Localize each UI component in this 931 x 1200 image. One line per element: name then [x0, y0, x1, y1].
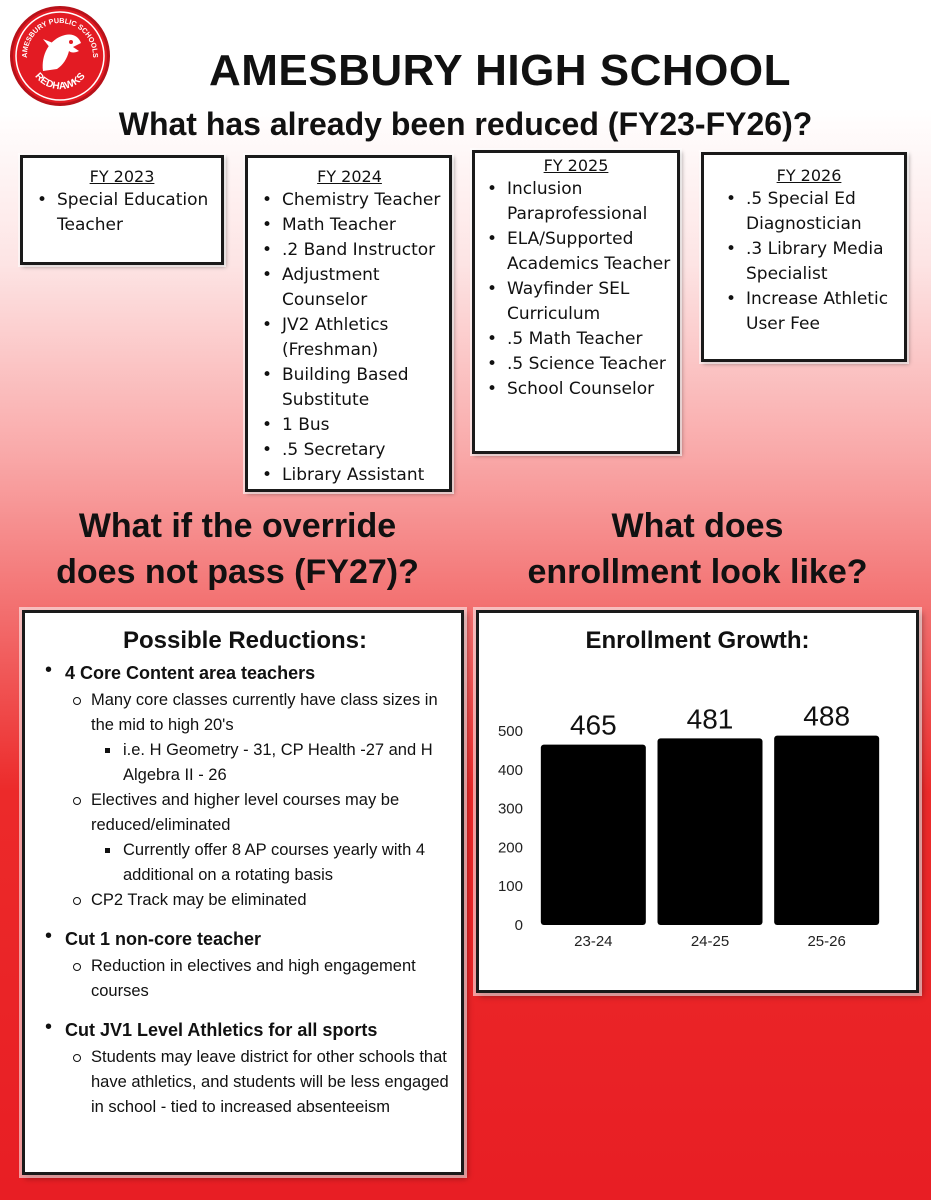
x-tick-label: 25-26 — [807, 933, 846, 950]
sub-item — [65, 788, 451, 888]
detail-item: i.e. H Geometry - 31, CP Health -27 and H Algebra II - 26 — [91, 738, 451, 788]
override-heading-line1: What if the override — [78, 507, 397, 545]
bar-value-label: 481 — [686, 703, 734, 735]
bar — [658, 738, 763, 925]
reduction-label: • Cut JV1 Level Athletics for all sports — [65, 1020, 378, 1040]
possible-reductions-panel — [22, 610, 464, 1175]
list-item: • Inclusion Paraprofessional — [479, 177, 673, 227]
x-tick-label: 23-24 — [574, 933, 613, 950]
redhawk-icon — [13, 9, 107, 103]
reduction-label: • 4 Core Content area teachers — [65, 663, 316, 683]
x-tick-label: 24-25 — [690, 933, 730, 950]
list-item: • .5 Special Ed Diagnostician — [718, 187, 900, 237]
list-item: • ELA/Supported Academics Teacher — [479, 227, 673, 277]
panel-title: Possible Reductions: — [122, 627, 368, 654]
list-item: • .5 Secretary — [254, 438, 445, 463]
sub-item-text: Reduction in electives and high engagement courses — [91, 957, 416, 1000]
y-tick-label: 100 — [497, 878, 523, 896]
reduction-item — [39, 1018, 451, 1120]
bar — [541, 745, 646, 925]
override-heading-line2: does not pass (FY27)? — [56, 553, 419, 591]
list-item: • Chemistry Teacher — [254, 188, 445, 213]
list-item: • Wayfinder SEL Curriculum — [479, 277, 673, 327]
reduction-item — [39, 927, 451, 1004]
list-item: • 1 Bus — [254, 413, 445, 438]
fy-label: FY 2026 — [776, 166, 842, 185]
list-item: • .2 Band Instructor — [254, 238, 445, 263]
fy2023-box — [20, 155, 224, 265]
y-tick-label: 200 — [497, 839, 523, 857]
fy-label: FY 2025 — [543, 156, 609, 175]
enrollment-bar-chart — [479, 613, 916, 990]
logo-top-text: AMESBURY PUBLIC SCHOOLS — [19, 15, 101, 58]
list-item: • Building Based Substitute — [254, 363, 445, 413]
y-tick-label: 0 — [514, 917, 523, 934]
fy2025-box — [472, 150, 680, 454]
fy-label: FY 2023 — [89, 167, 155, 186]
enrollment-heading-line2: enrollment look like? — [527, 553, 868, 591]
detail-item: Currently offer 8 AP courses yearly with 4 additional on a rotating basis — [91, 838, 451, 888]
list-item: • JV2 Athletics (Freshman) — [254, 313, 445, 363]
y-tick-label: 500 — [497, 723, 523, 740]
list-item: • .5 Math Teacher — [479, 327, 673, 352]
y-tick-label: 400 — [497, 761, 523, 779]
sub-item-text: CP2 Track may be eliminated — [91, 891, 307, 909]
bar-value-label: 488 — [803, 700, 851, 732]
sub-item-text: Electives and higher level courses may be reduced/eliminated — [91, 791, 400, 834]
enrollment-heading — [475, 503, 920, 595]
list-item: • Math Teacher — [254, 213, 445, 238]
list-item: • Special Education Teacher — [29, 188, 215, 238]
list-item: • .3 Library Media Specialist — [718, 237, 900, 287]
list-item: • School Counselor — [479, 377, 673, 402]
sub-item — [65, 688, 451, 788]
svg-text:REDHAWKS — [32, 71, 87, 93]
bar — [774, 736, 879, 925]
sub-item — [65, 1045, 451, 1120]
fy2026-box — [701, 152, 907, 362]
fy-label: FY 2024 — [317, 167, 382, 186]
enrollment-heading-line1: What does — [611, 507, 784, 545]
sub-item — [65, 954, 451, 1004]
list-item: • Adjustment Counselor — [254, 263, 445, 313]
list-item: • Library Assistant — [254, 463, 445, 488]
sub-item — [65, 888, 451, 913]
override-heading — [10, 503, 465, 595]
list-item: • .5 Science Teacher — [479, 352, 673, 377]
list-item: • Increase Athletic User Fee — [718, 287, 900, 337]
school-logo — [10, 6, 110, 106]
enrollment-chart-panel — [476, 610, 919, 993]
y-tick-label: 300 — [497, 800, 523, 818]
bar-value-label: 465 — [569, 709, 617, 741]
sub-item-text: Many core classes currently have class sizes in the mid to high 20's — [91, 691, 438, 734]
page-subtitle: What has already been reduced (FY23-FY26)? — [118, 106, 813, 142]
sub-item-text: Students may leave district for other schools that have athletics, and students will be less engaged in school - tied to increased absenteeism — [91, 1048, 449, 1116]
reduction-item — [39, 661, 451, 913]
logo-bottom-text: REDHAWKS — [32, 70, 88, 93]
fy2024-box — [245, 155, 452, 492]
reduction-label: • Cut 1 non-core teacher — [65, 929, 262, 949]
chart-title: Enrollment Growth: — [585, 627, 810, 654]
page-title: AMESBURY HIGH SCHOOL — [208, 46, 792, 95]
